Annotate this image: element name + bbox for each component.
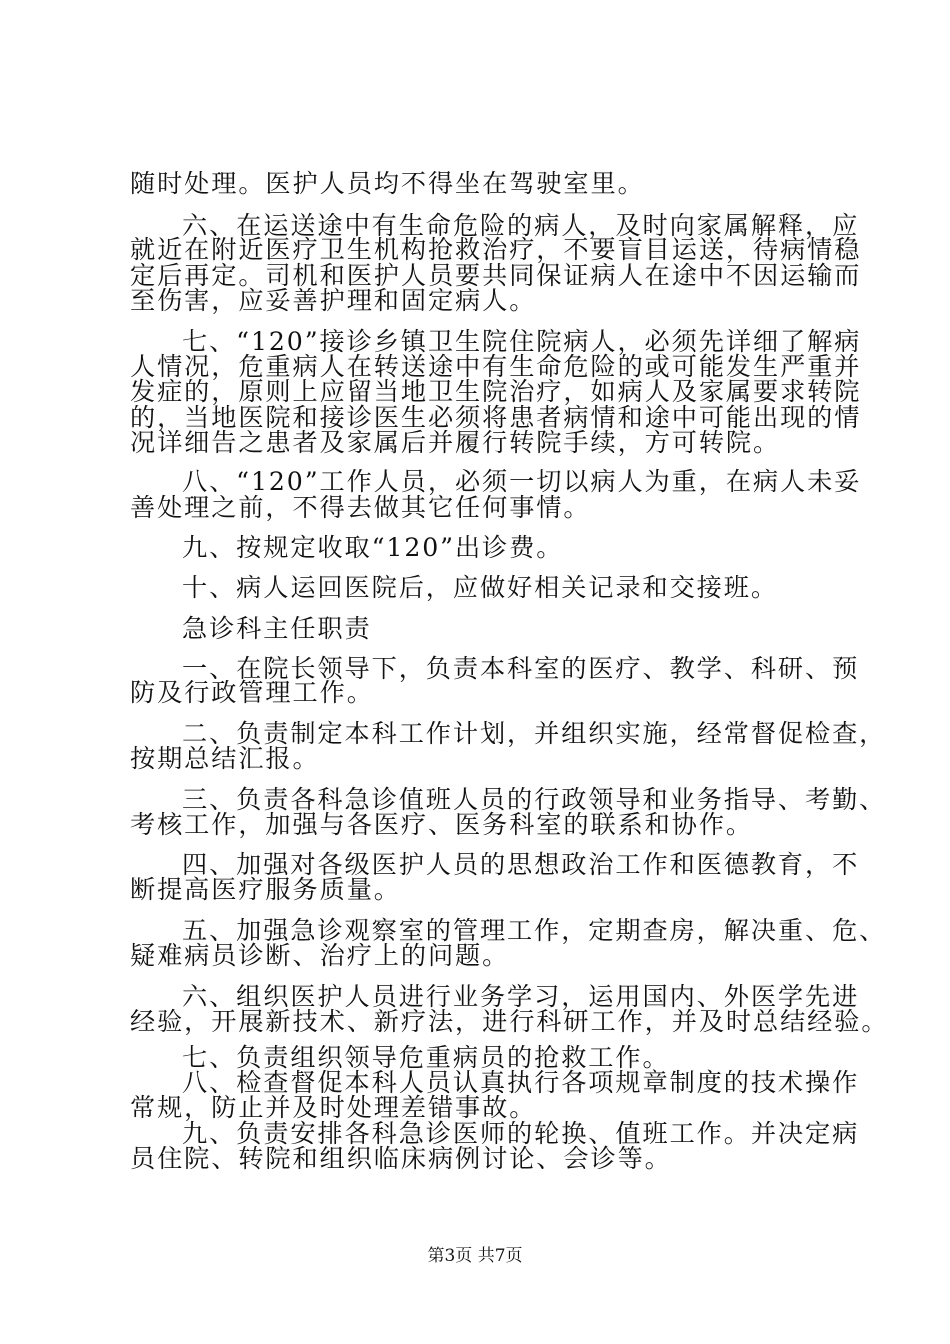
body-line: 定后再定。司机和医护人员要共同保证病人在途中不因运输而	[130, 261, 862, 291]
body-line: 疑难病员诊断、治疗上的问题。	[130, 941, 510, 970]
section-heading: 急诊科主任职责	[182, 613, 372, 643]
body-line: 考核工作，加强与各医疗、医务科室的联系和协作。	[130, 809, 754, 839]
body-line: 五、加强急诊观察室的管理工作，定期查房，解决重、危、	[182, 916, 887, 946]
body-line: 六、在运送途中有生命危险的病人，及时向家属解释，应	[182, 210, 860, 240]
body-line: 至伤害，应妥善护理和固定病人。	[130, 286, 537, 315]
body-line: 随时处理。医护人员均不得坐在驾驶室里。	[130, 169, 645, 198]
body-line: 人情况，危重病人在转送途中有生命危险的或可能发生严重并	[130, 352, 862, 382]
body-line: 经验，开展新技术、新疗法，进行科研工作，并及时总结经验。	[130, 1006, 889, 1036]
body-line: 就近在附近医疗卫生机构抢救治疗，不要盲目运送，待病情稳	[130, 235, 862, 265]
body-line: 六、组织医护人员进行业务学习，运用国内、外医学先进	[182, 981, 860, 1011]
body-line: 九、按规定收取“120”出诊费。	[182, 532, 564, 562]
body-line: 八、检查督促本科人员认真执行各项规章制度的技术操作	[182, 1067, 860, 1097]
body-line: 的，当地医院和接诊医生必须将患者病情和途中可能出现的情	[130, 402, 862, 432]
body-line: 三、负责各科急诊值班人员的行政领导和业务指导、考勤、	[182, 784, 887, 814]
body-line: 员住院、转院和组织临床病例讨论、会诊等。	[130, 1144, 672, 1173]
body-line: 按期总结汇报。	[130, 744, 320, 773]
body-line: 二、负责制定本科工作计划，并组织实施，经常督促检查，	[182, 719, 887, 749]
body-line: 八、“120”工作人员，必须一切以病人为重，在病人未妥	[182, 467, 862, 497]
body-line: 九、负责安排各科急诊医师的轮换、值班工作。并决定病	[182, 1119, 860, 1149]
body-line: 十、病人运回医院后，应做好相关记录和交接班。	[182, 572, 778, 602]
page-number-footer: 第3页 共7页	[427, 1246, 523, 1266]
body-line: 七、“120”接诊乡镇卫生院住院病人，必须先详细了解病	[182, 326, 862, 356]
body-line: 一、在院长领导下，负责本科室的医疗、教学、科研、预	[182, 653, 860, 683]
body-line: 况详细告之患者及家属后并履行转院手续，方可转院。	[130, 427, 781, 457]
body-line: 防及行政管理工作。	[130, 678, 374, 708]
body-line: 断提高医疗服务质量。	[130, 875, 401, 905]
body-line: 常规，防止并及时处理差错事故。	[130, 1093, 537, 1123]
body-line: 四、加强对各级医护人员的思想政治工作和医德教育，不	[182, 850, 860, 880]
body-line: 发症的，原则上应留当地卫生院治疗，如病人及家属要求转院	[130, 377, 862, 407]
body-line: 善处理之前，不得去做其它任何事情。	[130, 492, 591, 522]
body-line: 七、负责组织领导危重病员的抢救工作。	[182, 1042, 670, 1072]
